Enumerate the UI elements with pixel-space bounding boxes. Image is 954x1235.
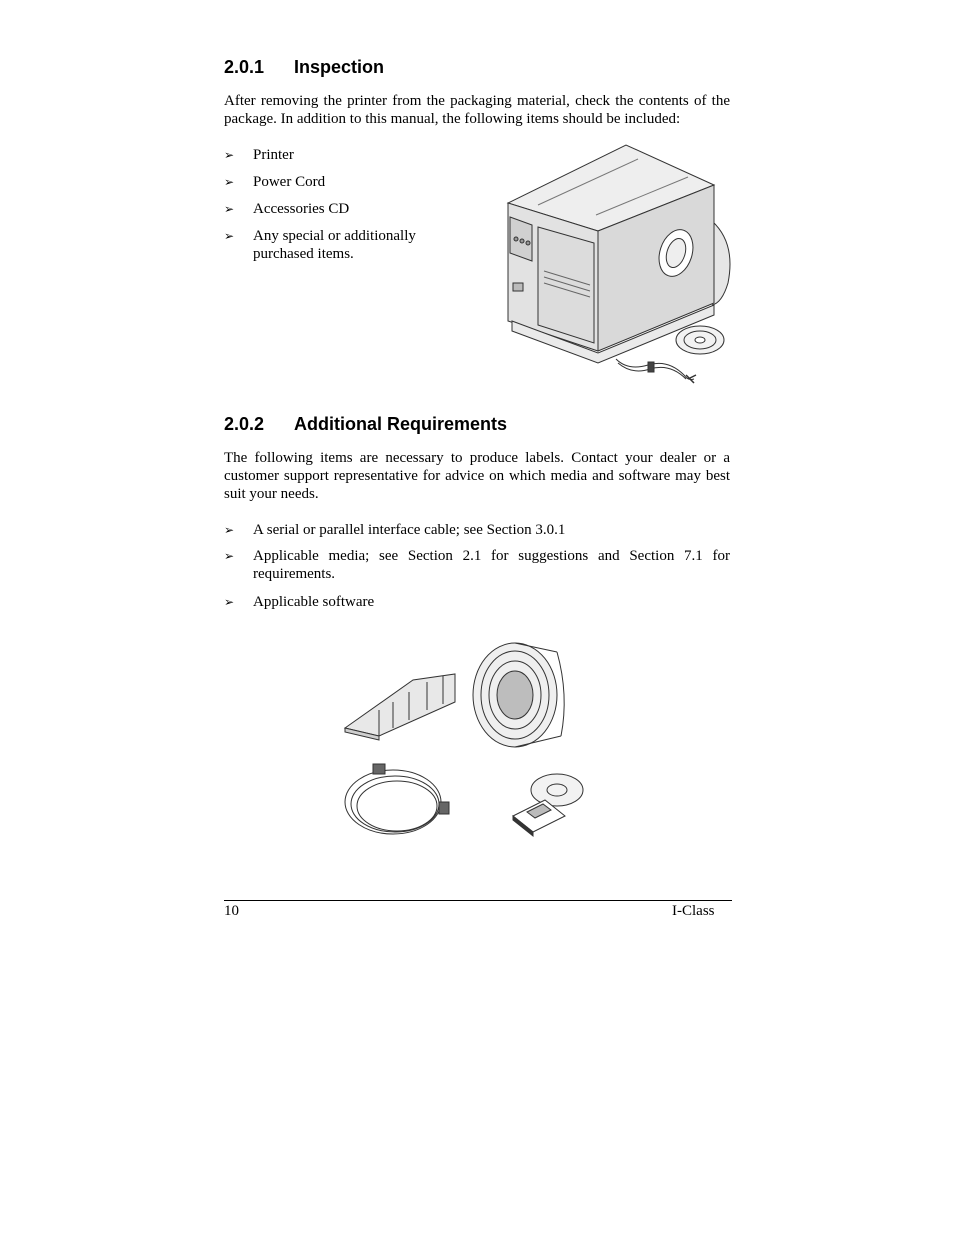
list-item: ➢ Any special or additionally purchased items. xyxy=(224,228,416,262)
bullet-arrow-icon: ➢ xyxy=(224,175,235,189)
bullet-arrow-icon: ➢ xyxy=(224,549,235,563)
bullet-arrow-icon: ➢ xyxy=(224,202,235,216)
list-item: ➢ A serial or parallel interface cable; see Section 3.0.1 xyxy=(224,522,566,538)
section-heading-additional-requirements xyxy=(224,414,507,435)
section-number: 2.0.1 xyxy=(224,57,265,77)
section-title: Additional Requirements xyxy=(294,414,508,434)
section-number: 2.0.2 xyxy=(224,414,265,434)
printer-illustration xyxy=(498,143,734,388)
list-item: ➢ Accessories CD xyxy=(224,201,350,217)
supplies-illustration xyxy=(343,640,588,840)
requirements-intro: The following items are necessary to produce labels. Contact your dealer or a customer support representative for advice on which media and software may best suit your needs. xyxy=(224,450,730,502)
bullet-arrow-icon: ➢ xyxy=(224,229,235,243)
bullet-arrow-icon: ➢ xyxy=(224,523,235,537)
inspection-intro: After removing the printer from the packaging material, check the contents of the package. In addition to this manual, the following items should be included: xyxy=(224,93,730,127)
requirements-list xyxy=(224,521,730,611)
list-item: ➢ Power Cord xyxy=(224,174,326,190)
list-item: ➢ Applicable media; see Section 2.1 for suggestions and Section 7.1 for requirements. xyxy=(224,548,730,582)
section-heading-inspection xyxy=(224,57,384,78)
page-number: 10 xyxy=(224,903,239,919)
section-title: Inspection xyxy=(294,57,385,77)
list-item: ➢ Printer xyxy=(224,147,294,163)
product-name: I-Class xyxy=(672,903,715,919)
footer-divider xyxy=(224,900,732,901)
list-item: ➢ Applicable software xyxy=(224,594,375,610)
bullet-arrow-icon: ➢ xyxy=(224,595,235,609)
package-contents-list xyxy=(224,146,454,263)
bullet-arrow-icon: ➢ xyxy=(224,148,235,162)
